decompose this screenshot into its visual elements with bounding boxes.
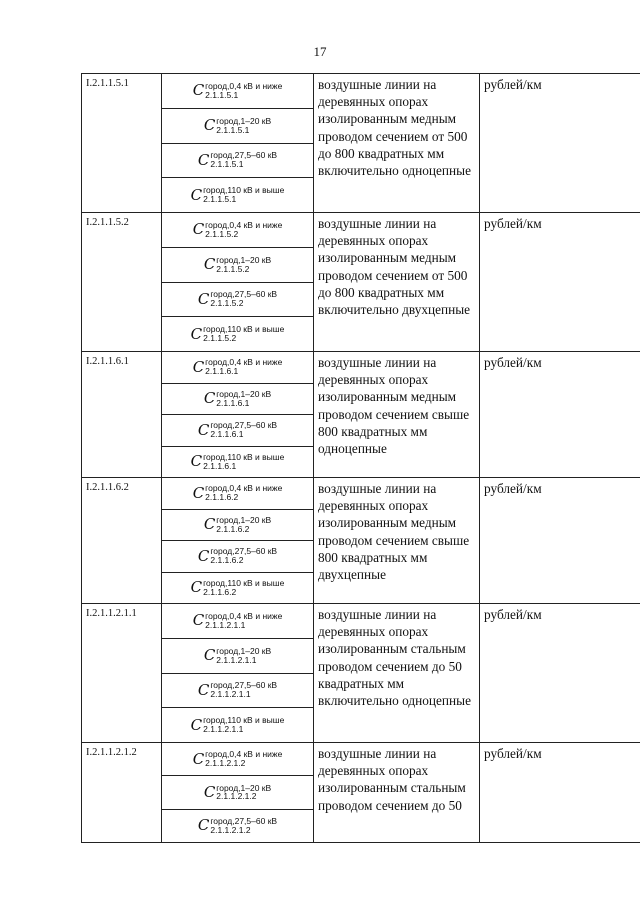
rate-symbol bbox=[162, 177, 313, 212]
symbol-subscript: 2.1.1.5.2 bbox=[205, 228, 239, 239]
symbol-subscript: 2.1.1.5.2 bbox=[216, 263, 250, 274]
symbol-subscript: 2.1.1.5.2 bbox=[210, 298, 244, 309]
symbol-letter: C bbox=[203, 389, 216, 408]
symbol-subscript: 2.1.1.2.1.1 bbox=[205, 619, 246, 630]
rate-symbol bbox=[162, 74, 313, 108]
row-code: I.2.1.1.5.2 bbox=[82, 213, 162, 352]
symbol-superscript: город,110 кВ и выше bbox=[203, 324, 285, 335]
formula bbox=[191, 325, 285, 343]
formula bbox=[198, 421, 277, 439]
row-description: воздушные линии на деревянных опорах изолированным медным проводом сечением от 500 до 800 квадратных мм включительно двухцепные bbox=[314, 213, 480, 352]
rate-symbol bbox=[162, 572, 313, 604]
rate-symbol bbox=[162, 213, 313, 247]
symbol-subscript: 2.1.1.6.1 bbox=[205, 366, 239, 377]
formula bbox=[191, 186, 285, 204]
symbol-superscript: город,27,5–60 кВ bbox=[210, 289, 278, 300]
symbol-superscript: город,1–20 кВ bbox=[216, 254, 272, 265]
row-description: воздушные линии на деревянных опорах изолированным медным проводом сечением свыше 800 квадратных мм двухцепные bbox=[314, 478, 480, 604]
rate-symbol bbox=[162, 509, 313, 541]
symbol-letter: C bbox=[192, 611, 205, 630]
table-row bbox=[82, 213, 640, 352]
symbol-subscript: 2.1.1.6.2 bbox=[216, 523, 250, 534]
formula bbox=[193, 82, 283, 100]
formula bbox=[193, 358, 283, 376]
rate-symbols-cell bbox=[162, 604, 314, 743]
symbol-subscript: 2.1.1.2.1.2 bbox=[210, 824, 251, 835]
row-code: I.2.1.1.2.1.2 bbox=[82, 743, 162, 843]
row-unit: рублей/км bbox=[480, 743, 640, 843]
symbol-superscript: город,27,5–60 кВ bbox=[210, 680, 278, 691]
rate-symbol bbox=[162, 247, 313, 282]
rate-symbols-cell bbox=[162, 74, 314, 213]
row-unit: рублей/км bbox=[480, 478, 640, 604]
symbol-subscript: 2.1.1.6.1 bbox=[203, 460, 237, 471]
table-row bbox=[82, 604, 640, 743]
symbol-superscript: город,110 кВ и выше bbox=[203, 451, 285, 462]
symbol-letter: C bbox=[197, 546, 210, 565]
rate-symbols-cell bbox=[162, 743, 314, 843]
symbol-letter: C bbox=[203, 782, 216, 801]
symbol-letter: C bbox=[197, 420, 210, 439]
symbol-letter: C bbox=[192, 81, 205, 100]
rate-symbol bbox=[162, 478, 313, 509]
symbol-subscript: 2.1.1.2.1.1 bbox=[203, 724, 244, 735]
symbol-letter: C bbox=[192, 220, 205, 239]
rate-symbol bbox=[162, 638, 313, 673]
row-unit: рублей/км bbox=[480, 352, 640, 478]
rate-symbol bbox=[162, 352, 313, 383]
rate-symbol bbox=[162, 775, 313, 808]
formula bbox=[204, 390, 271, 408]
rate-symbol bbox=[162, 414, 313, 446]
rate-symbol bbox=[162, 707, 313, 742]
symbol-superscript: город,0,4 кВ и ниже bbox=[205, 610, 283, 621]
rate-symbols-cell bbox=[162, 478, 314, 604]
formula bbox=[204, 516, 271, 534]
symbol-superscript: город,27,5–60 кВ bbox=[210, 546, 278, 557]
rate-symbol bbox=[162, 446, 313, 478]
symbol-letter: C bbox=[203, 646, 216, 665]
rate-symbol bbox=[162, 316, 313, 351]
formula bbox=[193, 612, 283, 630]
symbol-superscript: город,110 кВ и выше bbox=[203, 715, 285, 726]
rate-symbols-cell bbox=[162, 352, 314, 478]
rate-symbol bbox=[162, 673, 313, 708]
rate-symbol bbox=[162, 540, 313, 572]
formula bbox=[193, 221, 283, 239]
rate-symbols-cell bbox=[162, 213, 314, 352]
symbol-superscript: город,110 кВ и выше bbox=[203, 577, 285, 588]
formula bbox=[191, 579, 285, 597]
table-row bbox=[82, 352, 640, 478]
symbol-letter: C bbox=[190, 452, 203, 471]
formula bbox=[204, 256, 271, 274]
row-description: воздушные линии на деревянных опорах изолированным медным проводом сечением свыше 800 квадратных мм одноцепные bbox=[314, 352, 480, 478]
symbol-superscript: город,1–20 кВ bbox=[216, 388, 272, 399]
symbol-letter: C bbox=[203, 255, 216, 274]
rate-symbol bbox=[162, 143, 313, 178]
symbol-superscript: город,1–20 кВ bbox=[216, 782, 272, 793]
table-row bbox=[82, 743, 640, 843]
symbol-subscript: 2.1.1.6.2 bbox=[205, 492, 239, 503]
formula bbox=[198, 547, 277, 565]
formula bbox=[191, 716, 285, 734]
row-code: I.2.1.1.2.1.1 bbox=[82, 604, 162, 743]
symbol-letter: C bbox=[190, 185, 203, 204]
formula bbox=[198, 151, 277, 169]
symbol-letter: C bbox=[192, 749, 205, 768]
row-unit: рублей/км bbox=[480, 213, 640, 352]
symbol-subscript: 2.1.1.5.1 bbox=[210, 159, 244, 170]
symbol-superscript: город,110 кВ и выше bbox=[203, 185, 285, 196]
tariff-table bbox=[81, 73, 640, 843]
symbol-superscript: город,0,4 кВ и ниже bbox=[205, 80, 283, 91]
symbol-superscript: город,0,4 кВ и ниже bbox=[205, 749, 283, 760]
formula bbox=[198, 817, 277, 835]
symbol-superscript: город,27,5–60 кВ bbox=[210, 815, 278, 826]
formula bbox=[198, 290, 277, 308]
symbol-letter: C bbox=[190, 324, 203, 343]
symbol-subscript: 2.1.1.2.1.2 bbox=[216, 791, 257, 802]
formula bbox=[198, 681, 277, 699]
symbol-subscript: 2.1.1.6.2 bbox=[210, 555, 244, 566]
rate-symbol bbox=[162, 282, 313, 317]
symbol-subscript: 2.1.1.2.1.1 bbox=[210, 689, 251, 700]
row-code: I.2.1.1.6.1 bbox=[82, 352, 162, 478]
rate-symbol bbox=[162, 383, 313, 415]
row-description: воздушные линии на деревянных опорах изолированным стальным проводом сечением до 50 bbox=[314, 743, 480, 843]
symbol-letter: C bbox=[197, 680, 210, 699]
symbol-letter: C bbox=[190, 578, 203, 597]
row-unit: рублей/км bbox=[480, 74, 640, 213]
row-unit: рублей/км bbox=[480, 604, 640, 743]
page-number: 17 bbox=[313, 44, 327, 59]
formula bbox=[193, 750, 283, 768]
symbol-letter: C bbox=[192, 357, 205, 376]
symbol-letter: C bbox=[203, 515, 216, 534]
rate-symbol bbox=[162, 743, 313, 775]
symbol-superscript: город,27,5–60 кВ bbox=[210, 420, 278, 431]
rate-symbol bbox=[162, 604, 313, 638]
row-description: воздушные линии на деревянных опорах изолированным стальным проводом сечением до 50 квадратных мм включительно одноцепные bbox=[314, 604, 480, 743]
symbol-subscript: 2.1.1.6.1 bbox=[210, 429, 244, 440]
table-row bbox=[82, 478, 640, 604]
formula bbox=[204, 117, 271, 135]
rate-symbol bbox=[162, 108, 313, 143]
symbol-superscript: город,27,5–60 кВ bbox=[210, 150, 278, 161]
symbol-letter: C bbox=[197, 816, 210, 835]
symbol-superscript: город,0,4 кВ и ниже bbox=[205, 357, 283, 368]
symbol-superscript: город,1–20 кВ bbox=[216, 115, 272, 126]
symbol-letter: C bbox=[197, 150, 210, 169]
symbol-superscript: город,1–20 кВ bbox=[216, 514, 272, 525]
symbol-subscript: 2.1.1.5.1 bbox=[205, 89, 239, 100]
symbol-letter: C bbox=[190, 715, 203, 734]
formula bbox=[193, 484, 283, 502]
symbol-letter: C bbox=[192, 483, 205, 502]
row-code: I.2.1.1.5.1 bbox=[82, 74, 162, 213]
symbol-superscript: город,0,4 кВ и ниже bbox=[205, 483, 283, 494]
symbol-subscript: 2.1.1.5.1 bbox=[203, 194, 237, 205]
symbol-superscript: город,1–20 кВ bbox=[216, 645, 272, 656]
row-code: I.2.1.1.6.2 bbox=[82, 478, 162, 604]
symbol-subscript: 2.1.1.6.2 bbox=[203, 586, 237, 597]
formula bbox=[191, 453, 285, 471]
rate-symbol bbox=[162, 809, 313, 842]
symbol-superscript: город,0,4 кВ и ниже bbox=[205, 219, 283, 230]
symbol-letter: C bbox=[203, 116, 216, 135]
symbol-subscript: 2.1.1.2.1.1 bbox=[216, 654, 257, 665]
symbol-subscript: 2.1.1.5.2 bbox=[203, 333, 237, 344]
symbol-letter: C bbox=[197, 289, 210, 308]
symbol-subscript: 2.1.1.2.1.2 bbox=[205, 758, 246, 769]
symbol-subscript: 2.1.1.5.1 bbox=[216, 124, 250, 135]
symbol-subscript: 2.1.1.6.1 bbox=[216, 397, 250, 408]
formula bbox=[204, 647, 271, 665]
formula bbox=[204, 784, 271, 802]
table-row bbox=[82, 74, 640, 213]
row-description: воздушные линии на деревянных опорах изолированным медным проводом сечением от 500 до 800 квадратных мм включительно одноцепные bbox=[314, 74, 480, 213]
